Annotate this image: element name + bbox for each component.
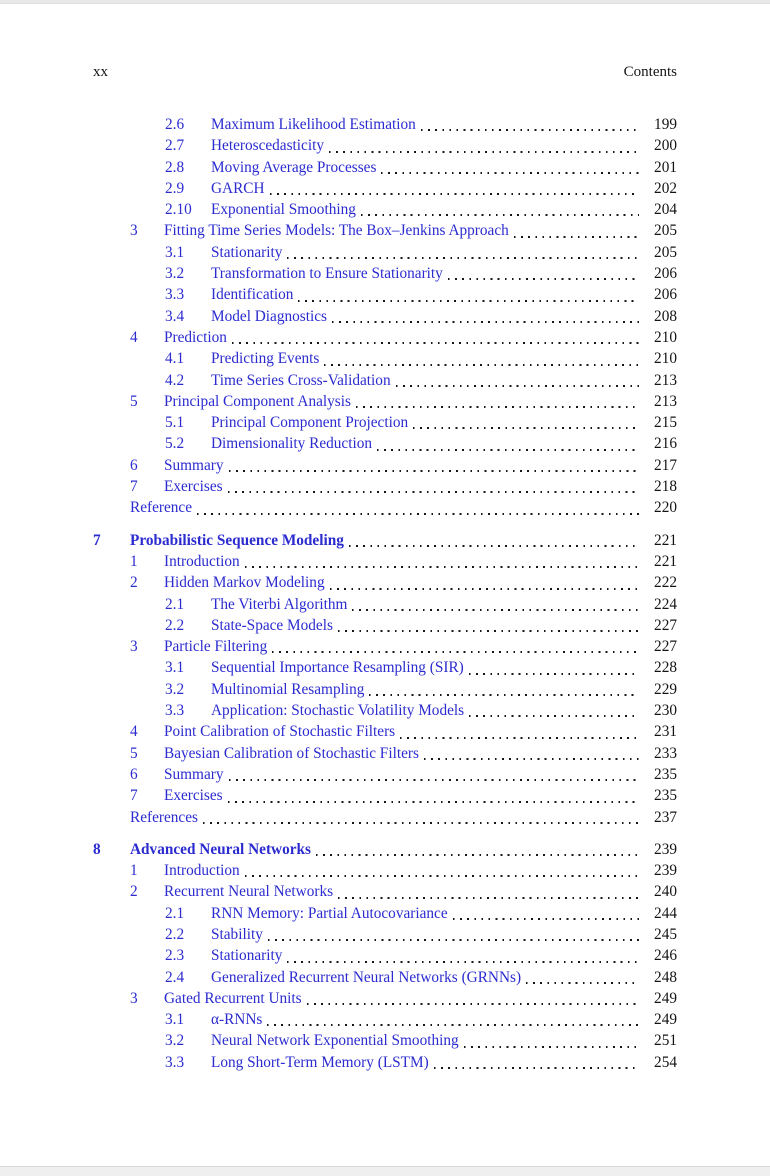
entry-number: 6 bbox=[130, 456, 138, 474]
dotted-leader bbox=[245, 875, 639, 877]
entry-page-number: 239 bbox=[654, 840, 677, 858]
toc-chapter-entry[interactable] bbox=[93, 839, 677, 860]
dotted-leader bbox=[228, 491, 639, 493]
entry-title: α-RNNs bbox=[211, 1011, 263, 1029]
entry-page-number: 199 bbox=[654, 116, 677, 133]
toc-entry[interactable] bbox=[93, 220, 677, 241]
entry-title: Transformation to Ensure Stationarity bbox=[211, 265, 443, 283]
toc-entry[interactable] bbox=[93, 572, 677, 593]
entry-page-number: 246 bbox=[654, 947, 677, 965]
entry-number: 7 bbox=[130, 787, 138, 805]
toc-entry[interactable] bbox=[93, 764, 677, 785]
entry-page-number: 221 bbox=[654, 552, 677, 570]
adjacent-page-edge-bottom bbox=[0, 1166, 770, 1176]
toc-entry[interactable] bbox=[93, 679, 677, 700]
entry-number: 6 bbox=[130, 765, 138, 783]
entry-title: The Viterbi Algorithm bbox=[211, 595, 348, 613]
entry-title: Principal Component Analysis bbox=[164, 392, 351, 410]
entry-page-number: 233 bbox=[654, 744, 677, 762]
entry-page-number: 210 bbox=[654, 350, 677, 368]
toc-entry[interactable] bbox=[93, 657, 677, 678]
entry-number: 4.1 bbox=[165, 350, 185, 368]
entry-page-number: 245 bbox=[654, 925, 677, 943]
entry-number: 5.1 bbox=[165, 414, 185, 432]
entry-title: Reference bbox=[130, 499, 192, 517]
entry-page-number: 229 bbox=[654, 680, 677, 698]
entry-title: Generalized Recurrent Neural Networks (GRNNs) bbox=[211, 968, 522, 986]
entry-number: 5 bbox=[130, 392, 138, 410]
entry-number: 2.6 bbox=[165, 116, 185, 133]
entry-page-number: 235 bbox=[654, 787, 677, 805]
dotted-leader bbox=[338, 897, 639, 899]
entry-number: 2.1 bbox=[165, 595, 185, 613]
entry-title: Recurrent Neural Networks bbox=[164, 883, 334, 901]
entry-title: Exercises bbox=[164, 787, 223, 805]
dotted-leader bbox=[424, 758, 639, 760]
toc-entry[interactable] bbox=[93, 284, 677, 305]
entry-page-number: 228 bbox=[654, 659, 677, 677]
entry-title: Application: Stochastic Volatility Models bbox=[211, 702, 465, 720]
dotted-leader bbox=[352, 609, 639, 611]
page-number-marker: xx bbox=[93, 64, 108, 80]
entry-title: Sequential Importance Resampling (SIR) bbox=[211, 659, 464, 677]
entry-number: 3.1 bbox=[165, 1011, 185, 1029]
toc-entry[interactable] bbox=[93, 327, 677, 348]
entry-number: 3.3 bbox=[165, 702, 185, 720]
toc-entry[interactable] bbox=[93, 476, 677, 497]
dotted-leader bbox=[329, 151, 639, 153]
dotted-leader bbox=[464, 1046, 639, 1048]
entry-title: Principal Component Projection bbox=[211, 414, 409, 432]
entry-title: Prediction bbox=[164, 328, 227, 346]
entry-title: Long Short-Term Memory (LSTM) bbox=[211, 1053, 429, 1071]
dotted-leader bbox=[469, 715, 639, 717]
entry-title: Dimensionality Reduction bbox=[211, 435, 373, 453]
entry-page-number: 205 bbox=[654, 222, 677, 240]
entry-page-number: 217 bbox=[654, 456, 677, 474]
dotted-leader bbox=[338, 630, 639, 632]
toc-entry[interactable] bbox=[93, 306, 677, 327]
entry-page-number: 239 bbox=[654, 862, 677, 880]
entry-page-number: 227 bbox=[654, 638, 677, 656]
entry-page-number: 221 bbox=[654, 531, 677, 549]
entry-number: 2.9 bbox=[165, 179, 185, 197]
entry-page-number: 200 bbox=[654, 137, 677, 155]
dotted-leader bbox=[228, 801, 639, 803]
entry-number: 2.1 bbox=[165, 904, 185, 922]
entry-page-number: 237 bbox=[654, 808, 677, 826]
dotted-leader bbox=[298, 300, 639, 302]
dotted-leader bbox=[287, 961, 639, 963]
entry-number: 7 bbox=[93, 531, 101, 549]
toc-entry[interactable] bbox=[93, 135, 677, 156]
entry-page-number: 224 bbox=[654, 595, 677, 613]
dotted-leader bbox=[377, 449, 639, 451]
entry-title: Particle Filtering bbox=[164, 638, 268, 656]
toc-entry[interactable] bbox=[93, 157, 677, 178]
entry-page-number: 222 bbox=[654, 574, 677, 592]
entry-title: Bayesian Calibration of Stochastic Filters bbox=[164, 744, 419, 762]
toc-entry[interactable] bbox=[93, 391, 677, 412]
entry-page-number: 216 bbox=[654, 435, 677, 453]
entry-page-number: 230 bbox=[654, 702, 677, 720]
dotted-leader bbox=[361, 214, 639, 216]
entry-title: Stationarity bbox=[211, 243, 283, 261]
entry-title: Introduction bbox=[164, 862, 240, 880]
entry-title: Introduction bbox=[164, 552, 240, 570]
entry-number: 3.3 bbox=[165, 286, 185, 304]
dotted-leader bbox=[245, 566, 639, 568]
entry-title: Advanced Neural Networks bbox=[130, 840, 312, 858]
toc-entry[interactable] bbox=[93, 114, 677, 135]
dotted-leader bbox=[272, 651, 639, 653]
toc-entry[interactable] bbox=[93, 178, 677, 199]
toc-entry[interactable] bbox=[93, 924, 677, 945]
entry-number: 4 bbox=[130, 328, 138, 346]
adjacent-page-edge-top bbox=[0, 0, 770, 4]
toc-entry[interactable] bbox=[93, 199, 677, 220]
entry-title: Moving Average Processes bbox=[211, 158, 377, 176]
entry-title: GARCH bbox=[211, 179, 265, 197]
dotted-leader bbox=[356, 406, 639, 408]
entry-page-number: 244 bbox=[654, 904, 677, 922]
entry-page-number: 220 bbox=[654, 499, 677, 517]
toc-entry[interactable] bbox=[93, 551, 677, 572]
toc-entry[interactable] bbox=[93, 1030, 677, 1051]
entry-page-number: 235 bbox=[654, 765, 677, 783]
entry-title: References bbox=[130, 808, 198, 826]
dotted-leader bbox=[381, 172, 639, 174]
dotted-leader bbox=[448, 278, 639, 280]
toc-entry[interactable] bbox=[93, 433, 677, 454]
entry-page-number: 206 bbox=[654, 286, 677, 304]
entry-page-number: 240 bbox=[654, 883, 677, 901]
entry-number: 2.2 bbox=[165, 616, 185, 634]
dotted-leader bbox=[268, 939, 639, 941]
toc-entry[interactable] bbox=[93, 743, 677, 764]
entry-number: 2 bbox=[130, 574, 138, 592]
toc-entry[interactable] bbox=[93, 1009, 677, 1030]
entry-page-number: 249 bbox=[654, 1011, 677, 1029]
entry-page-number: 202 bbox=[654, 179, 677, 197]
entry-page-number: 248 bbox=[654, 968, 677, 986]
entry-number: 1 bbox=[130, 862, 138, 880]
entry-title: Gated Recurrent Units bbox=[164, 989, 302, 1007]
entry-number: 3.3 bbox=[165, 1053, 185, 1071]
dotted-leader bbox=[514, 236, 639, 238]
dotted-leader bbox=[349, 545, 639, 547]
toc-entry[interactable] bbox=[93, 455, 677, 476]
entry-page-number: 204 bbox=[654, 201, 677, 219]
entry-title: Stability bbox=[211, 925, 263, 943]
running-head bbox=[93, 62, 677, 82]
toc-entry[interactable] bbox=[93, 860, 677, 881]
toc-entry[interactable] bbox=[93, 1052, 677, 1073]
entry-number: 2.3 bbox=[165, 947, 185, 965]
entry-page-number: 218 bbox=[654, 478, 677, 496]
dotted-leader bbox=[316, 854, 639, 856]
dotted-leader bbox=[469, 673, 639, 675]
toc-entry[interactable] bbox=[93, 807, 677, 828]
entry-title: State-Space Models bbox=[211, 616, 333, 634]
entry-title: Heteroscedasticity bbox=[211, 137, 324, 155]
toc-entry[interactable] bbox=[93, 636, 677, 657]
entry-page-number: 208 bbox=[654, 307, 677, 325]
entry-number: 8 bbox=[93, 840, 101, 858]
dotted-leader bbox=[330, 588, 639, 590]
entry-title: Model Diagnostics bbox=[211, 307, 327, 325]
dotted-leader bbox=[526, 982, 639, 984]
dotted-leader bbox=[324, 364, 639, 366]
dotted-leader bbox=[307, 1003, 639, 1005]
entry-page-number: 227 bbox=[654, 616, 677, 634]
toc-entry[interactable] bbox=[93, 988, 677, 1009]
entry-title: Exercises bbox=[164, 478, 223, 496]
dotted-leader bbox=[421, 129, 639, 131]
entry-page-number: 251 bbox=[654, 1032, 677, 1050]
entry-number: 3 bbox=[130, 638, 138, 656]
entry-page-number: 249 bbox=[654, 989, 677, 1007]
dotted-leader bbox=[332, 321, 639, 323]
toc-entry[interactable] bbox=[93, 615, 677, 636]
entry-number: 1 bbox=[130, 552, 138, 570]
entry-number: 2 bbox=[130, 883, 138, 901]
entry-title: Point Calibration of Stochastic Filters bbox=[164, 723, 396, 741]
entry-page-number: 210 bbox=[654, 328, 677, 346]
dotted-leader bbox=[287, 257, 639, 259]
entry-number: 2.4 bbox=[165, 968, 185, 986]
dotted-leader bbox=[197, 513, 639, 515]
entry-page-number: 213 bbox=[654, 371, 677, 389]
entry-number: 3 bbox=[130, 222, 138, 240]
entry-number: 5 bbox=[130, 744, 138, 762]
toc-entry[interactable] bbox=[93, 370, 677, 391]
dotted-leader bbox=[229, 470, 640, 472]
entry-title: Probabilistic Sequence Modeling bbox=[130, 531, 344, 549]
entry-page-number: 206 bbox=[654, 265, 677, 283]
entry-page-number: 231 bbox=[654, 723, 677, 741]
entry-number: 7 bbox=[130, 478, 138, 496]
toc-entry[interactable] bbox=[93, 721, 677, 742]
entry-number: 4 bbox=[130, 723, 138, 741]
entry-number: 5.2 bbox=[165, 435, 185, 453]
toc-entry[interactable] bbox=[93, 700, 677, 721]
entry-title: Summary bbox=[164, 765, 224, 783]
dotted-leader bbox=[413, 427, 639, 429]
table-of-contents bbox=[93, 114, 677, 1073]
toc-entry[interactable] bbox=[93, 348, 677, 369]
dotted-leader bbox=[203, 822, 639, 824]
toc-entry[interactable] bbox=[93, 903, 677, 924]
entry-number: 4.2 bbox=[165, 371, 185, 389]
toc-entry[interactable] bbox=[93, 785, 677, 806]
entry-number: 3 bbox=[130, 989, 138, 1007]
entry-page-number: 213 bbox=[654, 392, 677, 410]
entry-number: 3.1 bbox=[165, 243, 185, 261]
dotted-leader bbox=[232, 342, 639, 344]
entry-title: Summary bbox=[164, 456, 224, 474]
entry-number: 3.4 bbox=[165, 307, 185, 325]
entry-title: Multinomial Resampling bbox=[211, 680, 365, 698]
entry-page-number: 254 bbox=[654, 1053, 677, 1071]
dotted-leader bbox=[396, 385, 639, 387]
entry-page-number: 215 bbox=[654, 414, 677, 432]
dotted-leader bbox=[229, 779, 640, 781]
toc-entry[interactable] bbox=[93, 881, 677, 902]
entry-number: 2.8 bbox=[165, 158, 185, 176]
entry-number: 2.7 bbox=[165, 137, 185, 155]
entry-number: 3.2 bbox=[165, 680, 185, 698]
entry-title: Time Series Cross-Validation bbox=[211, 371, 391, 389]
entry-title: Fitting Time Series Models: The Box–Jenkins Approach bbox=[164, 222, 509, 240]
dotted-leader bbox=[369, 694, 639, 696]
entry-number: 2.2 bbox=[165, 925, 185, 943]
toc-entry[interactable] bbox=[93, 263, 677, 284]
entry-page-number: 205 bbox=[654, 243, 677, 261]
toc-entry[interactable] bbox=[93, 945, 677, 966]
toc-entry[interactable] bbox=[93, 242, 677, 263]
toc-entry[interactable] bbox=[93, 967, 677, 988]
running-head-title: Contents bbox=[623, 64, 677, 80]
entry-number: 3.2 bbox=[165, 265, 185, 283]
dotted-leader bbox=[267, 1024, 639, 1026]
entry-page-number: 201 bbox=[654, 158, 677, 176]
dotted-leader bbox=[453, 918, 639, 920]
entry-title: Maximum Likelihood Estimation bbox=[211, 116, 416, 133]
entry-title: Stationarity bbox=[211, 947, 283, 965]
toc-entry[interactable] bbox=[93, 497, 677, 518]
entry-title: Exponential Smoothing bbox=[211, 201, 356, 219]
entry-number: 3.1 bbox=[165, 659, 185, 677]
entry-title: Hidden Markov Modeling bbox=[164, 574, 325, 592]
toc-entry[interactable] bbox=[93, 412, 677, 433]
entry-title: RNN Memory: Partial Autocovariance bbox=[211, 904, 448, 922]
entry-title: Neural Network Exponential Smoothing bbox=[211, 1032, 459, 1050]
entry-number: 2.10 bbox=[165, 201, 192, 219]
entry-title: Predicting Events bbox=[211, 350, 320, 368]
toc-entry[interactable] bbox=[93, 594, 677, 615]
entry-number: 3.2 bbox=[165, 1032, 185, 1050]
dotted-leader bbox=[400, 737, 639, 739]
dotted-leader bbox=[434, 1067, 639, 1069]
entry-title: Identification bbox=[211, 286, 294, 304]
dotted-leader bbox=[270, 193, 639, 195]
toc-chapter-entry[interactable] bbox=[93, 530, 677, 551]
